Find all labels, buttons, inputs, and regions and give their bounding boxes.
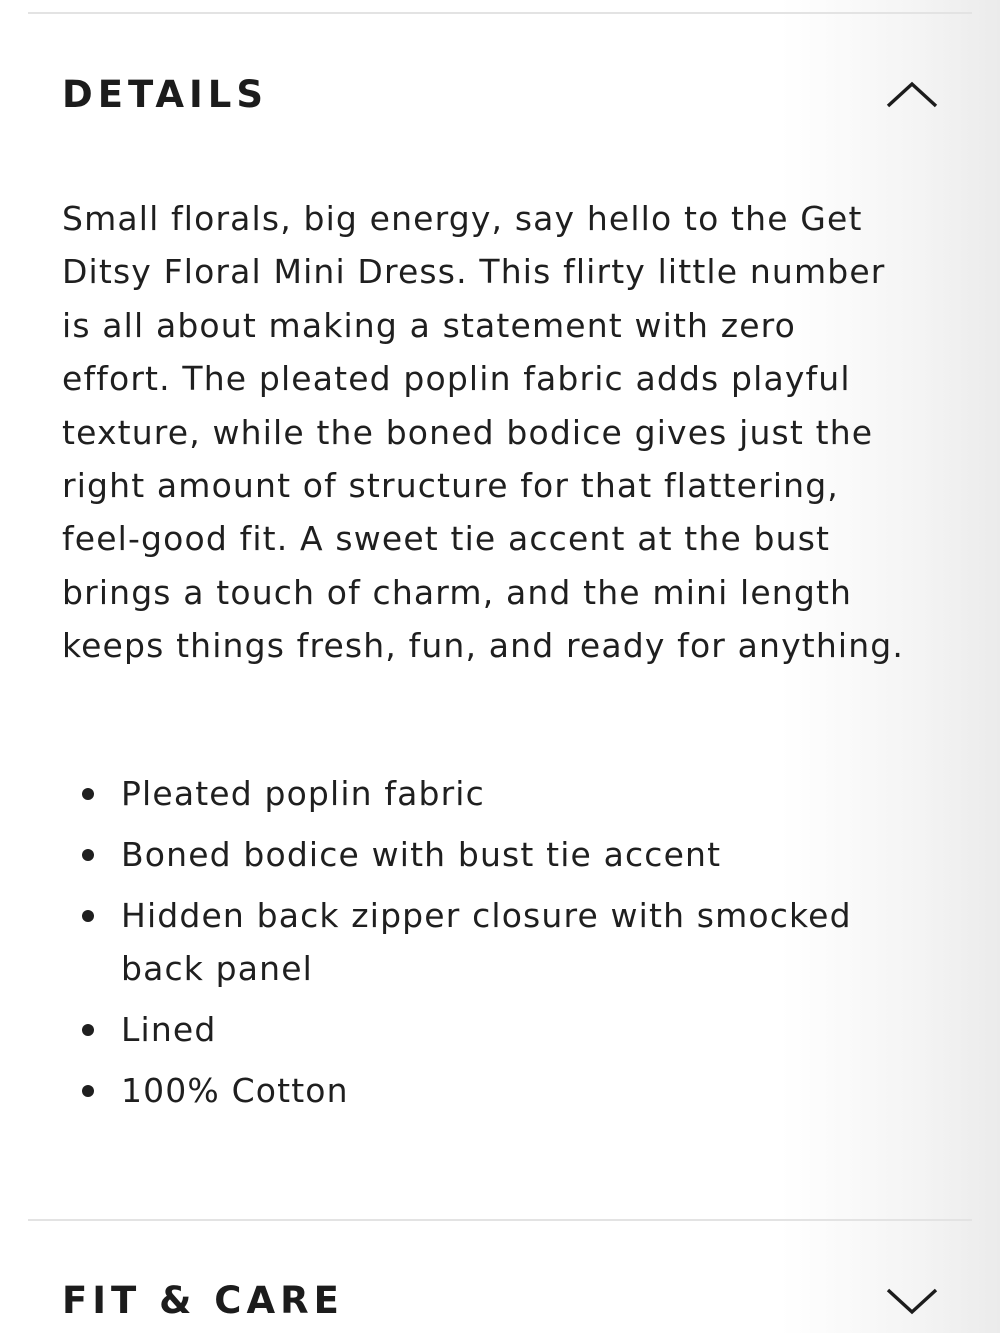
list-item: [62, 767, 912, 820]
list-item: [62, 889, 912, 996]
bullet-icon: [82, 910, 94, 922]
bullet-icon: [82, 1085, 94, 1097]
bullet-icon: [82, 849, 94, 861]
feature-list: [62, 767, 912, 1125]
feature-text: 100% Cotton: [121, 1071, 349, 1111]
bullet-icon: [82, 1024, 94, 1036]
bullet-icon: [82, 788, 94, 800]
list-item: [62, 828, 912, 881]
chevron-down-icon[interactable]: [882, 1280, 942, 1320]
feature-text: Boned bodice with bust tie accent: [121, 834, 722, 874]
list-item: [62, 1003, 912, 1056]
feature-text: Lined: [121, 1010, 217, 1050]
feature-text: Pleated poplin fabric: [121, 774, 485, 813]
divider: [28, 12, 972, 14]
divider: [28, 1219, 972, 1221]
fit-care-accordion-header[interactable]: [62, 1270, 942, 1330]
product-description: Small florals, big energy, say hello to the Get Ditsy Floral Mini Dress. This flirty little number is all about making a statement with zero effort. The pleated poplin fabric adds playful texture, while the boned bodice gives just the right amount of structure for that flattering, feel-good fit. A sweet tie accent at the bust brings a touch of charm, and the mini length keeps things fresh, fun, and ready for anything.: [62, 199, 905, 666]
details-title: DETAILS: [62, 72, 268, 116]
fit-care-title: FIT & CARE: [62, 1278, 344, 1322]
chevron-up-icon[interactable]: [882, 74, 942, 114]
feature-text: Hidden back zipper closure with smocked back panel: [121, 895, 852, 989]
details-accordion-header[interactable]: [62, 64, 942, 124]
list-item: [62, 1064, 912, 1117]
